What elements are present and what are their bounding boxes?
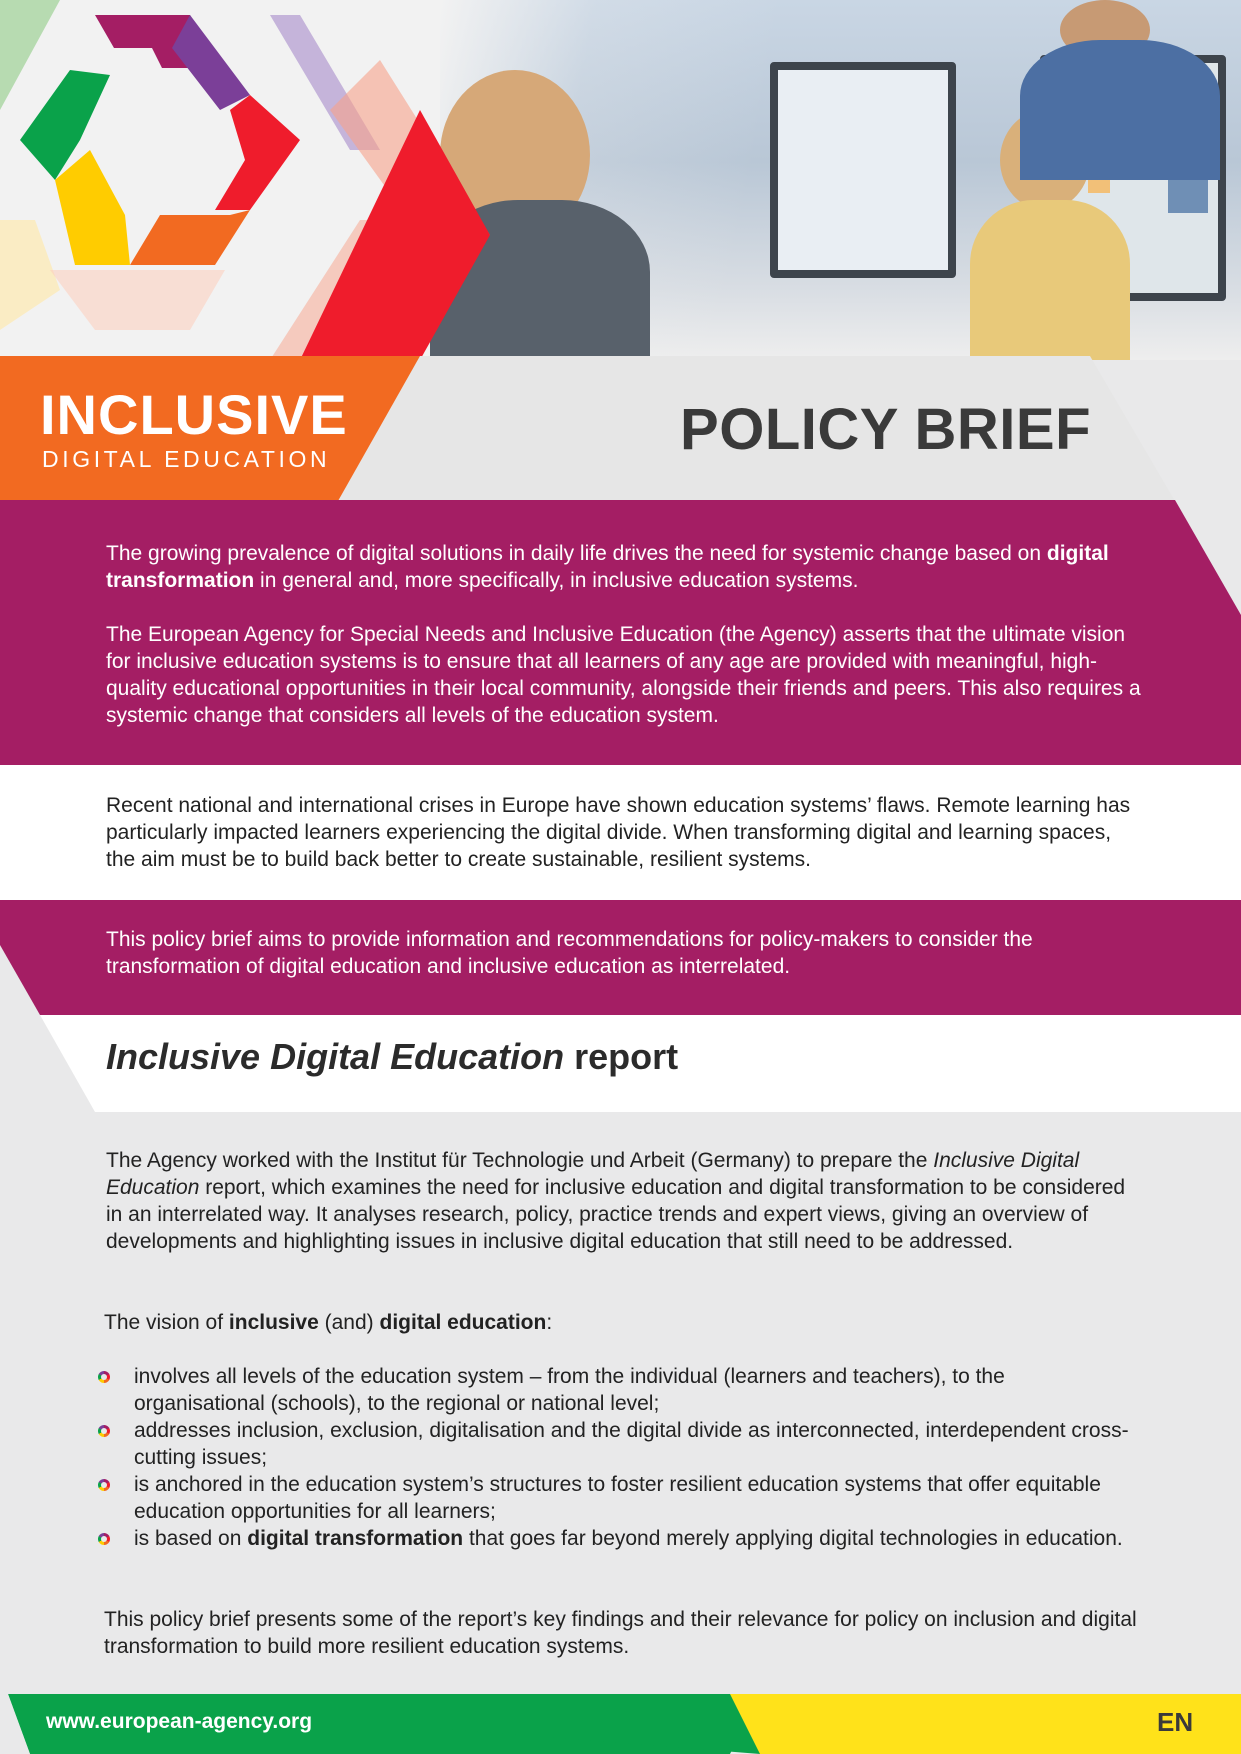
report-paragraph: The Agency worked with the Institut für Technologie und Arbeit (Germany) to prepare the Inclusive Digital Education report, which examines the need for inclusive education and digital transformation to be considered in an interrelated way. It analyses research, policy, practice trends and expert views, giving an overview of developments and highlighting issues in inclusive digital education that still need to be addressed. bbox=[106, 1149, 1126, 1253]
crises-paragraph: Recent national and international crises in Europe have shown education systems’ flaws. Remote learning has particularly impacted learners experiencing the digital divide. When transforming digital and learning spaces, the aim must be to build back better to create sustainable, resilient systems. bbox=[106, 794, 1131, 871]
website-link[interactable]: www.european-agency.org bbox=[46, 1710, 313, 1733]
bullet-icon bbox=[98, 1479, 110, 1491]
report-heading: Inclusive Digital Education report bbox=[106, 1036, 679, 1077]
language-indicator: EN bbox=[1157, 1707, 1194, 1737]
brand-subtitle: DIGITAL EDUCATION bbox=[42, 446, 331, 472]
document-type-title: POLICY BRIEF bbox=[680, 397, 1091, 462]
intro-paragraph-1: The growing prevalence of digital solutions in daily life drives the need for systemic change based on digital transformation in general and, more specifically, in inclusive education systems. bbox=[106, 542, 1109, 592]
logo-graphic bbox=[0, 0, 1241, 360]
list-item: involves all levels of the education system – from the individual (learners and teachers), to the organisational (schools), to the regional or national level; bbox=[104, 1363, 1134, 1417]
bullet-icon bbox=[98, 1425, 110, 1437]
intro-text bbox=[106, 540, 1146, 756]
bullet-icon bbox=[98, 1371, 110, 1383]
vision-list bbox=[104, 1363, 1134, 1552]
vision-list-container bbox=[104, 1363, 1134, 1552]
intro-paragraph-2: The European Agency for Special Needs and Inclusive Education (the Agency) asserts that the ultimate vision for inclusive education systems is to ensure that all learners of any age are provided with meaningful, high-quality educational opportunities in their local community, alongside their friends and peers. This also requires a systemic change that considers all levels of the education system. bbox=[106, 623, 1141, 727]
vision-intro: The vision of inclusive (and) digital education: bbox=[104, 1311, 553, 1334]
hero-banner bbox=[0, 0, 1241, 360]
brand-title: INCLUSIVE bbox=[40, 383, 348, 446]
list-item: is based on digital transformation that goes far beyond merely applying digital technologies in education. bbox=[104, 1525, 1134, 1552]
bullet-icon bbox=[98, 1533, 110, 1545]
list-item: is anchored in the education system’s structures to foster resilient education systems that offer equitable education opportunities for all learners; bbox=[104, 1471, 1134, 1525]
closing-paragraph: This policy brief presents some of the report’s key findings and their relevance for policy on inclusion and digital transformation to build more resilient education systems. bbox=[104, 1608, 1137, 1658]
list-item: addresses inclusion, exclusion, digitalisation and the digital divide as interconnected, interdependent cross-cutting issues; bbox=[104, 1417, 1134, 1471]
aim-paragraph: This policy brief aims to provide information and recommendations for policy-makers to consider the transformation of digital education and inclusive education as interrelated. bbox=[106, 928, 1033, 978]
